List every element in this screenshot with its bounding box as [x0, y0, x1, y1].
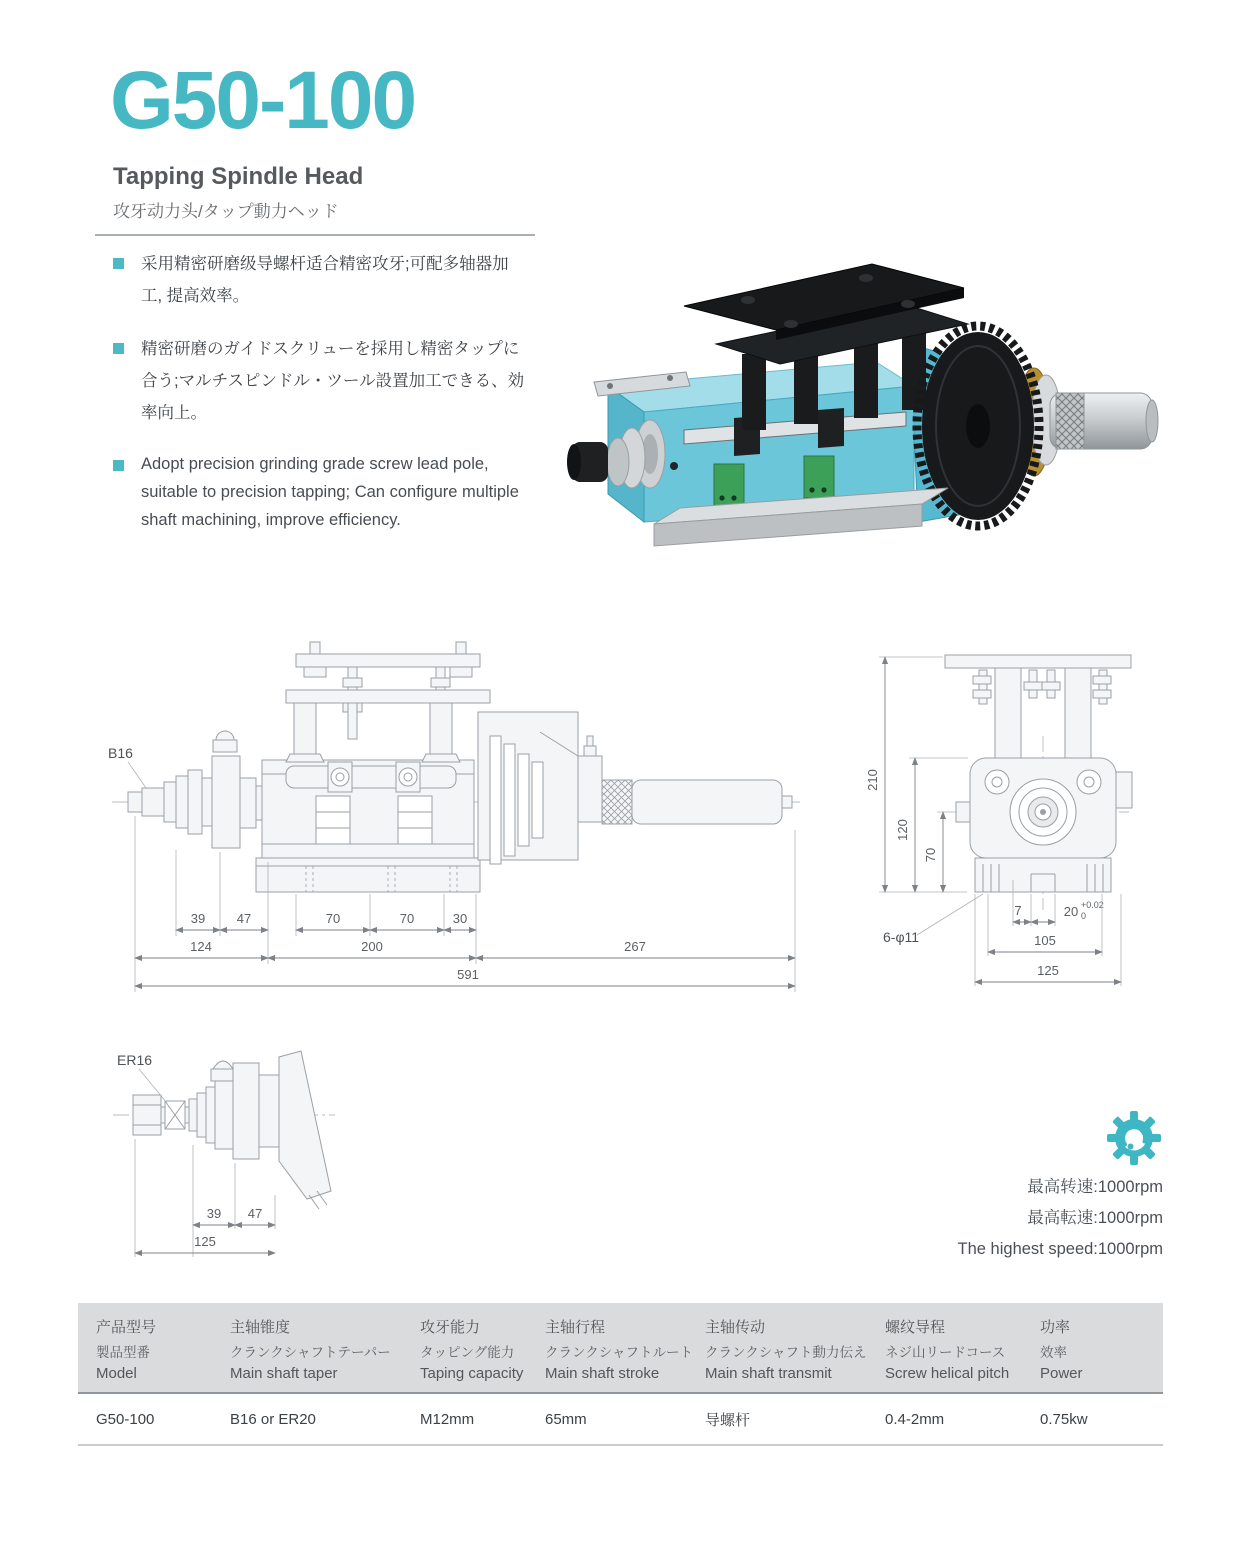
dim-47: 47 — [236, 911, 252, 926]
spec-col-capacity — [420, 1303, 545, 1393]
spec-col-stroke — [545, 1303, 705, 1393]
col-model-ja: 製品型番 — [96, 1345, 150, 1360]
cell-transmit: 导螺杆 — [705, 1393, 885, 1445]
terminal-block — [804, 456, 834, 498]
product-name-en: Tapping Spindle Head — [113, 163, 364, 190]
cell-model: G50-100 — [78, 1393, 230, 1445]
dim-70-end: 70 — [923, 847, 938, 863]
feature-item-en — [113, 450, 528, 534]
cell-pitch: 0.4-2mm — [885, 1393, 1040, 1445]
spec-col-power — [1040, 1303, 1163, 1393]
feature-text-ja: 精密研磨のガイドスクリューを採用し精密タップに合う;マルチスピンドル・ツール設置加工できる、効率向上。 — [141, 340, 525, 422]
speed-spec — [760, 1172, 1163, 1265]
side-view-taper-label: B16 — [108, 745, 133, 761]
feature-item-ja — [113, 333, 528, 429]
page-title: G50-100 — [110, 55, 416, 146]
spec-col-taper — [230, 1303, 420, 1393]
col-stroke-ja: クランクシャフトルート — [545, 1345, 693, 1360]
col-transmit-en: Main shaft transmit — [705, 1365, 832, 1382]
dim-120: 120 — [895, 819, 910, 841]
col-capacity-zh: 攻牙能力 — [420, 1319, 481, 1336]
col-pitch-en: Screw helical pitch — [885, 1365, 1010, 1382]
col-power-en: Power — [1040, 1365, 1083, 1382]
col-stroke-zh: 主轴行程 — [545, 1319, 606, 1336]
dim-267: 267 — [624, 939, 646, 954]
side-view-drawing — [100, 640, 880, 1040]
holes-label: 6-φ11 — [883, 929, 920, 945]
dim-30: 30 — [452, 911, 468, 926]
bullet-square-icon — [113, 343, 124, 354]
dim-591: 591 — [457, 967, 479, 982]
dim-70b: 70 — [399, 911, 415, 926]
col-taper-zh: 主轴锥度 — [230, 1319, 291, 1336]
product-name-cjk: 攻牙动力头/タップ動力ヘッド — [113, 202, 339, 221]
terminal-block — [714, 464, 744, 506]
spec-data-row — [78, 1393, 1163, 1445]
top-plate-assembly — [286, 642, 490, 762]
product-image — [566, 226, 1172, 552]
spec-col-model — [78, 1303, 230, 1393]
dim-39-collet: 39 — [206, 1206, 222, 1221]
dim-210: 210 — [865, 769, 880, 791]
feature-text-zh: 采用精密研磨级导螺杆适合精密攻牙;可配多轴器加工, 提高效率。 — [141, 255, 509, 305]
speed-line-zh: 最高转速:1000rpm — [1027, 1178, 1163, 1196]
cell-capacity: M12mm — [420, 1393, 545, 1445]
dim-125-collet: 125 — [194, 1234, 216, 1249]
spindle-nose — [128, 731, 262, 848]
speed-line-ja: 最高転速:1000rpm — [1027, 1209, 1163, 1227]
dim-20-tol-sup: +0.02 — [1081, 900, 1104, 910]
dim-105: 105 — [1034, 933, 1056, 948]
cell-taper: B16 or ER20 — [230, 1393, 420, 1445]
speed-line-en: The highest speed:1000rpm — [957, 1240, 1163, 1258]
cell-power: 0.75kw — [1040, 1393, 1163, 1445]
col-capacity-en: Taping capacity — [420, 1365, 524, 1382]
pulley-housing — [478, 712, 792, 864]
feature-list — [113, 248, 528, 555]
spec-header-row — [78, 1303, 1163, 1393]
end-view-parts — [945, 655, 1132, 892]
dim-125-end: 125 — [1037, 963, 1059, 978]
col-transmit-ja: クランクシャフト動力伝え — [705, 1345, 867, 1360]
dim-70a: 70 — [325, 911, 341, 926]
header-divider — [95, 234, 535, 236]
col-taper-ja: クランクシャフトテーパー — [230, 1345, 391, 1360]
collet-view-drawing — [95, 1045, 395, 1290]
dim-20: 20 — [1063, 904, 1079, 919]
spec-col-transmit — [705, 1303, 885, 1393]
col-pitch-ja: ネジ山リードコース — [885, 1345, 1006, 1360]
dim-47-collet: 47 — [247, 1206, 263, 1221]
collet-parts — [133, 1051, 331, 1209]
feature-item-zh — [113, 248, 528, 312]
bullet-square-icon — [113, 460, 124, 471]
col-power-ja: 效率 — [1040, 1345, 1067, 1360]
dim-20-tol-sub: 0 — [1081, 911, 1087, 921]
bullet-square-icon — [113, 258, 124, 269]
spec-table — [78, 1303, 1163, 1446]
speed-gear-icon — [1106, 1110, 1162, 1166]
dim-200: 200 — [361, 939, 383, 954]
end-view-drawing — [855, 640, 1175, 1060]
collet-taper-label: ER16 — [117, 1052, 153, 1068]
dim-7: 7 — [1014, 903, 1022, 918]
col-power-zh: 功率 — [1040, 1319, 1071, 1336]
col-pitch-zh: 螺纹导程 — [885, 1319, 946, 1336]
col-model-en: Model — [96, 1365, 137, 1382]
spec-col-pitch — [885, 1303, 1040, 1393]
dim-124: 124 — [190, 939, 212, 954]
col-transmit-zh: 主轴传动 — [705, 1319, 766, 1336]
col-capacity-ja: タッピング能力 — [420, 1345, 515, 1360]
col-taper-en: Main shaft taper — [230, 1365, 338, 1382]
cell-stroke: 65mm — [545, 1393, 705, 1445]
dim-39: 39 — [190, 911, 206, 926]
col-stroke-en: Main shaft stroke — [545, 1365, 660, 1382]
feature-text-en: Adopt precision grinding grade screw lead pole, suitable to precision tapping; Can configure multiple shaft machining, improve efficiency. — [141, 455, 519, 529]
spec-table-container — [78, 1303, 1163, 1446]
col-model-zh: 产品型号 — [96, 1319, 157, 1336]
gearbox-body — [256, 760, 480, 892]
